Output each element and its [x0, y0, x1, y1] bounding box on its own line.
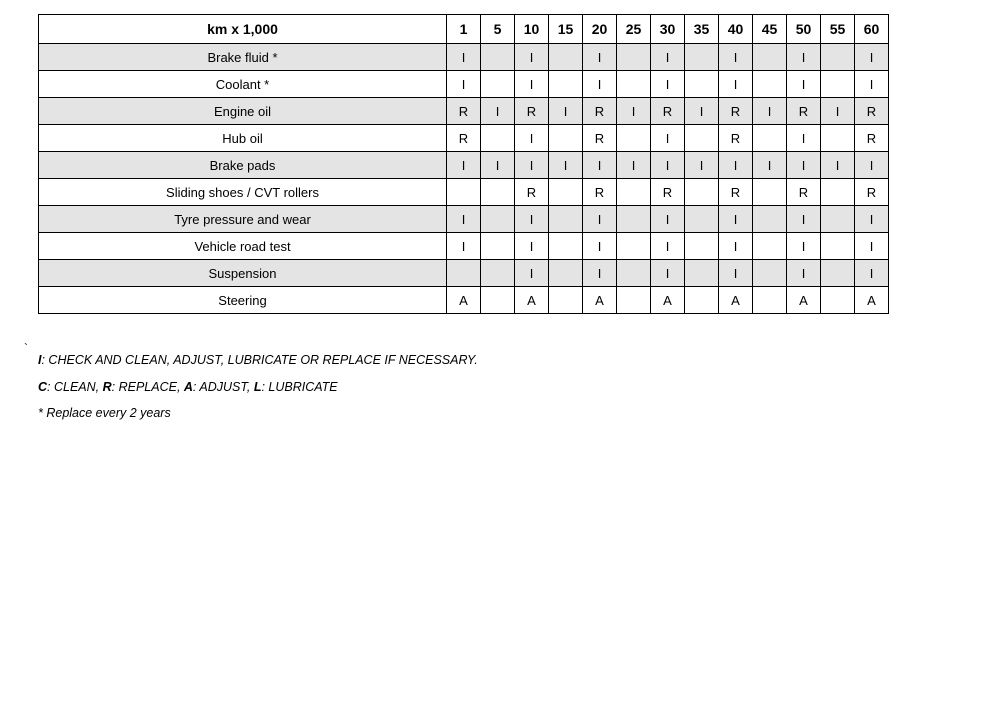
- schedule-cell: A: [447, 287, 481, 314]
- schedule-cell: [753, 179, 787, 206]
- row-item-label: Brake fluid *: [39, 44, 447, 71]
- schedule-cell: I: [549, 98, 583, 125]
- schedule-cell: [753, 44, 787, 71]
- schedule-cell: [549, 206, 583, 233]
- schedule-cell: [685, 233, 719, 260]
- schedule-cell: I: [855, 71, 889, 98]
- schedule-cell: I: [753, 98, 787, 125]
- schedule-cell: I: [787, 44, 821, 71]
- schedule-cell: I: [583, 233, 617, 260]
- table-row: [39, 98, 889, 125]
- schedule-cell: R: [787, 98, 821, 125]
- schedule-cell: [685, 287, 719, 314]
- schedule-cell: [481, 233, 515, 260]
- schedule-cell: A: [515, 287, 549, 314]
- table-row: [39, 233, 889, 260]
- schedule-cell: [821, 206, 855, 233]
- schedule-cell: [617, 71, 651, 98]
- schedule-cell: R: [583, 98, 617, 125]
- header-interval: 15: [549, 15, 583, 44]
- table-row: [39, 44, 889, 71]
- legend-text-l: : LUBRICATE: [261, 379, 338, 394]
- schedule-cell: [821, 125, 855, 152]
- row-item-label: Steering: [39, 287, 447, 314]
- table-body: [39, 44, 889, 314]
- header-interval: 1: [447, 15, 481, 44]
- schedule-cell: R: [719, 98, 753, 125]
- schedule-cell: R: [583, 179, 617, 206]
- schedule-cell: I: [787, 260, 821, 287]
- schedule-cell: R: [855, 125, 889, 152]
- schedule-cell: [617, 125, 651, 152]
- header-interval: 25: [617, 15, 651, 44]
- schedule-cell: [821, 44, 855, 71]
- schedule-cell: I: [651, 152, 685, 179]
- schedule-cell: [685, 71, 719, 98]
- table-row: [39, 260, 889, 287]
- schedule-cell: [549, 71, 583, 98]
- schedule-cell: [617, 179, 651, 206]
- schedule-cell: R: [515, 179, 549, 206]
- header-interval: 40: [719, 15, 753, 44]
- header-interval: 30: [651, 15, 685, 44]
- schedule-cell: I: [515, 71, 549, 98]
- stray-mark: `: [24, 341, 28, 355]
- schedule-cell: [753, 233, 787, 260]
- schedule-cell: [481, 287, 515, 314]
- schedule-cell: [481, 44, 515, 71]
- legend-notes: [38, 347, 478, 427]
- schedule-cell: I: [515, 233, 549, 260]
- schedule-cell: [481, 260, 515, 287]
- schedule-cell: R: [719, 179, 753, 206]
- schedule-cell: [753, 125, 787, 152]
- schedule-cell: [685, 206, 719, 233]
- schedule-cell: I: [719, 260, 753, 287]
- schedule-cell: I: [447, 44, 481, 71]
- schedule-cell: R: [719, 125, 753, 152]
- schedule-cell: [685, 179, 719, 206]
- row-item-label: Coolant *: [39, 71, 447, 98]
- schedule-cell: [685, 260, 719, 287]
- schedule-cell: [617, 260, 651, 287]
- schedule-cell: I: [719, 233, 753, 260]
- schedule-cell: [549, 125, 583, 152]
- legend-key-l: L: [253, 379, 262, 394]
- legend-text-i: : CHECK AND CLEAN, ADJUST, LUBRICATE OR REPLACE IF NECESSARY.: [41, 353, 478, 367]
- schedule-cell: [685, 44, 719, 71]
- schedule-cell: [481, 71, 515, 98]
- row-item-label: Sliding shoes / CVT rollers: [39, 179, 447, 206]
- schedule-cell: I: [855, 44, 889, 71]
- schedule-cell: I: [719, 152, 753, 179]
- legend-text-a: : ADJUST,: [192, 379, 254, 394]
- schedule-cell: I: [617, 98, 651, 125]
- table-row: [39, 125, 889, 152]
- row-item-label: Suspension: [39, 260, 447, 287]
- schedule-cell: [447, 260, 481, 287]
- schedule-cell: I: [787, 71, 821, 98]
- schedule-cell: I: [719, 206, 753, 233]
- schedule-cell: I: [515, 206, 549, 233]
- schedule-cell: I: [855, 152, 889, 179]
- schedule-cell: I: [855, 233, 889, 260]
- schedule-cell: [481, 179, 515, 206]
- schedule-cell: I: [651, 233, 685, 260]
- schedule-cell: R: [855, 98, 889, 125]
- schedule-cell: R: [447, 98, 481, 125]
- table-header-row: [39, 15, 889, 44]
- row-item-label: Hub oil: [39, 125, 447, 152]
- schedule-cell: R: [855, 179, 889, 206]
- legend-key-r: R: [102, 379, 112, 394]
- schedule-cell: I: [787, 152, 821, 179]
- schedule-cell: I: [583, 71, 617, 98]
- header-interval: 20: [583, 15, 617, 44]
- schedule-cell: [549, 260, 583, 287]
- legend-key-c: C: [38, 379, 48, 394]
- schedule-cell: I: [447, 152, 481, 179]
- header-interval: 45: [753, 15, 787, 44]
- header-interval: 10: [515, 15, 549, 44]
- schedule-cell: I: [719, 44, 753, 71]
- schedule-cell: [617, 206, 651, 233]
- schedule-cell: [617, 287, 651, 314]
- schedule-cell: [753, 260, 787, 287]
- schedule-cell: [549, 287, 583, 314]
- row-item-label: Vehicle road test: [39, 233, 447, 260]
- schedule-cell: R: [651, 179, 685, 206]
- schedule-cell: I: [651, 260, 685, 287]
- schedule-cell: I: [651, 71, 685, 98]
- schedule-cell: I: [447, 71, 481, 98]
- schedule-cell: I: [787, 233, 821, 260]
- legend-text-c: : CLEAN,: [47, 379, 103, 394]
- schedule-cell: I: [583, 44, 617, 71]
- header-label: km x 1,000: [39, 15, 447, 44]
- schedule-cell: [753, 206, 787, 233]
- schedule-cell: I: [821, 152, 855, 179]
- schedule-cell: A: [855, 287, 889, 314]
- schedule-cell: I: [515, 152, 549, 179]
- schedule-cell: I: [481, 98, 515, 125]
- row-item-label: Tyre pressure and wear: [39, 206, 447, 233]
- schedule-cell: I: [685, 152, 719, 179]
- schedule-cell: [617, 44, 651, 71]
- schedule-cell: A: [719, 287, 753, 314]
- legend-text-r: : REPLACE,: [111, 379, 184, 394]
- schedule-cell: [753, 71, 787, 98]
- schedule-cell: I: [481, 152, 515, 179]
- schedule-cell: I: [651, 44, 685, 71]
- schedule-cell: I: [583, 260, 617, 287]
- table-row: [39, 206, 889, 233]
- schedule-cell: I: [651, 206, 685, 233]
- table-row: [39, 71, 889, 98]
- schedule-cell: I: [583, 206, 617, 233]
- schedule-cell: [549, 44, 583, 71]
- schedule-cell: [753, 287, 787, 314]
- schedule-cell: I: [855, 206, 889, 233]
- row-item-label: Engine oil: [39, 98, 447, 125]
- schedule-cell: R: [447, 125, 481, 152]
- table-row: [39, 287, 889, 314]
- schedule-cell: [821, 287, 855, 314]
- schedule-cell: I: [447, 206, 481, 233]
- maintenance-schedule-table: [38, 14, 889, 314]
- schedule-cell: I: [515, 260, 549, 287]
- schedule-cell: I: [855, 260, 889, 287]
- schedule-cell: A: [787, 287, 821, 314]
- schedule-cell: R: [787, 179, 821, 206]
- table-row: [39, 179, 889, 206]
- schedule-cell: I: [787, 206, 821, 233]
- schedule-cell: [447, 179, 481, 206]
- legend-line-2: [38, 374, 478, 401]
- row-item-label: Brake pads: [39, 152, 447, 179]
- schedule-cell: R: [583, 125, 617, 152]
- header-interval: 60: [855, 15, 889, 44]
- schedule-cell: I: [821, 98, 855, 125]
- schedule-cell: I: [651, 125, 685, 152]
- schedule-cell: A: [651, 287, 685, 314]
- schedule-cell: [821, 260, 855, 287]
- schedule-cell: I: [447, 233, 481, 260]
- schedule-cell: I: [685, 98, 719, 125]
- schedule-cell: I: [549, 152, 583, 179]
- schedule-cell: [617, 233, 651, 260]
- header-interval: 55: [821, 15, 855, 44]
- legend-line-1: [38, 347, 478, 374]
- header-interval: 5: [481, 15, 515, 44]
- schedule-cell: [821, 179, 855, 206]
- schedule-cell: [685, 125, 719, 152]
- schedule-cell: [821, 233, 855, 260]
- legend-line-3: * Replace every 2 years: [38, 406, 171, 420]
- legend-key-i: I: [38, 353, 42, 367]
- schedule-cell: [481, 125, 515, 152]
- schedule-cell: [481, 206, 515, 233]
- schedule-cell: I: [583, 152, 617, 179]
- schedule-cell: I: [515, 44, 549, 71]
- schedule-cell: [549, 179, 583, 206]
- schedule-cell: [549, 233, 583, 260]
- legend-key-a: A: [183, 379, 193, 394]
- schedule-cell: I: [719, 71, 753, 98]
- schedule-cell: A: [583, 287, 617, 314]
- schedule-cell: I: [617, 152, 651, 179]
- header-interval: 50: [787, 15, 821, 44]
- table-row: [39, 152, 889, 179]
- schedule-cell: R: [651, 98, 685, 125]
- schedule-cell: I: [753, 152, 787, 179]
- header-interval: 35: [685, 15, 719, 44]
- schedule-cell: I: [515, 125, 549, 152]
- schedule-cell: I: [787, 125, 821, 152]
- schedule-cell: R: [515, 98, 549, 125]
- schedule-cell: [821, 71, 855, 98]
